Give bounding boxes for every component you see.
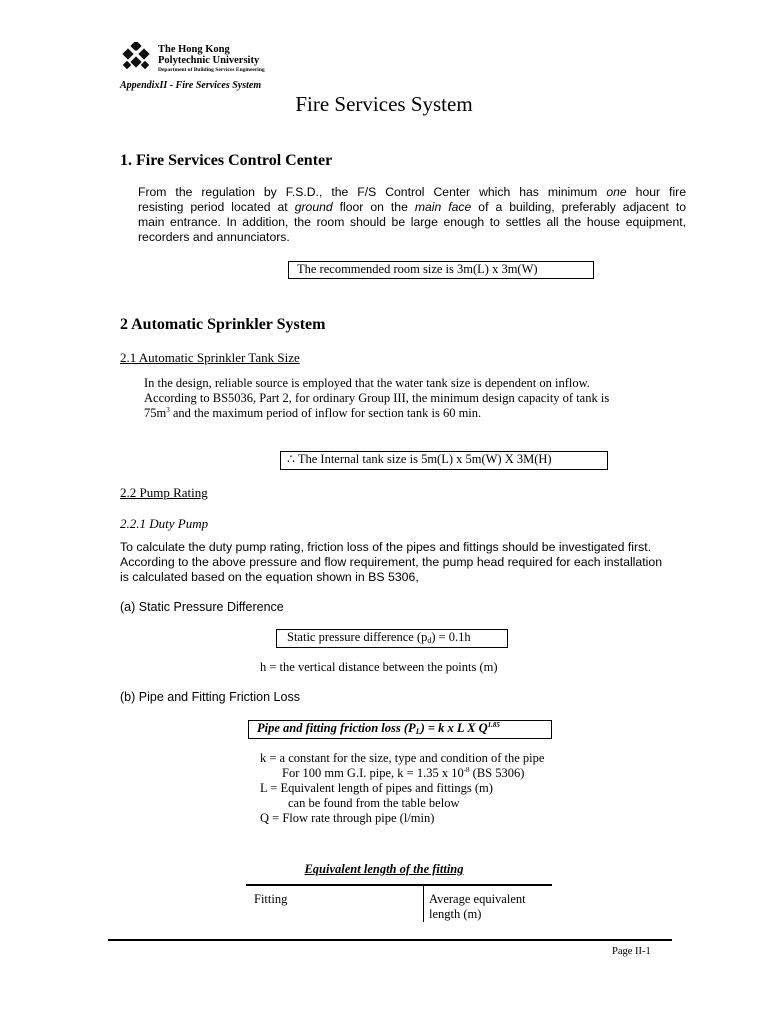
table-header-row <box>246 885 552 922</box>
footer-divider <box>108 939 672 941</box>
table-header-fitting: Fitting <box>246 885 424 922</box>
subsection-2-2-1-heading: 2.2.1 Duty Pump <box>120 516 209 531</box>
university-logo-icon <box>120 42 152 74</box>
def-k-value: For 100 mm G.I. pipe, k = 1.35 x $10^{-8}$ (BS 5306) <box>282 766 525 780</box>
h-definition: h = the vertical distance between the points (m) <box>260 660 498 674</box>
section1-line3: main entrance. In addition, the room should be large enough to settles all the house equipment, <box>138 215 686 229</box>
fitting-table <box>246 884 552 922</box>
section1-paragraph <box>138 185 686 245</box>
room-size-box: The recommended room size is 3m(L) x 3m(W) <box>288 261 594 279</box>
tank-size-box: ∴ The Internal tank size is 5m(L) x 5m(W) X 3M(H) <box>280 451 608 470</box>
page-title: Fire Services System <box>295 92 473 116</box>
section1-heading: 1. Fire Services Control Center <box>120 152 333 169</box>
subsection-2-1-heading: 2.1 Automatic Sprinkler Tank Size <box>120 350 300 365</box>
section2-heading: 2 Automatic Sprinkler System <box>120 316 326 333</box>
def-k: k = a constant for the size, type and condition of the pipe <box>260 751 545 765</box>
section1-line1: From the regulation by F.S.D., the F/S Control Center which has minimum one hour fire <box>138 185 686 199</box>
duty-pump-line2: According to the above pressure and flow requirement, the pump head required for each installation <box>120 555 663 569</box>
university-name-line1: The Hong Kong <box>158 44 230 55</box>
def-l: L = Equivalent length of pipes and fittings (m) <box>260 781 493 795</box>
static-pressure-label: (a) Static Pressure Difference <box>120 600 284 614</box>
friction-loss-box: Pipe and fitting friction loss $(P_L) = k$ x L X $Q^{1.85}$ <box>248 720 552 739</box>
appendix-label: AppendixII - Fire Services System <box>120 80 262 91</box>
tank-line2: According to BS5036, Part 2, for ordinary Group III, the minimum design capacity of tank is <box>144 391 610 405</box>
friction-loss-label: (b) Pipe and Fitting Friction Loss <box>120 690 300 704</box>
table-title: Equivalent length of the fitting <box>304 862 464 876</box>
tank-size-paragraph <box>144 376 609 421</box>
static-pressure-box: Static pressure difference $(p_d) = 0.1h$ <box>276 629 508 648</box>
subsection-2-2-heading: 2.2 Pump Rating <box>120 485 208 500</box>
university-name-line2: Polytechnic University <box>158 55 260 66</box>
page-number: Page II-1 <box>612 946 651 957</box>
tank-line1: In the design, reliable source is employed that the water tank size is dependent on inflow. <box>144 376 590 390</box>
section1-line2: resisting period located at ground floor on the main face of a building, preferably adjacent to <box>138 200 687 214</box>
variable-definitions <box>260 751 544 826</box>
section1-line4: recorders and annunciators. <box>138 230 290 244</box>
duty-pump-paragraph <box>120 540 662 585</box>
department-name: Department of Building Services Engineering <box>158 67 265 73</box>
def-q: Q = Flow rate through pipe (l/min) <box>260 811 435 825</box>
duty-pump-line1: To calculate the duty pump rating, friction loss of the pipes and fittings should be investigated first. <box>120 540 652 554</box>
table-header-length: Average equivalent length (m) <box>429 892 526 921</box>
tank-line3: $75m^3$ and the maximum period of inflow for section tank is 60 min. <box>144 406 482 420</box>
def-l-note: can be found from the table below <box>288 796 460 810</box>
duty-pump-line3: is calculated based on the equation shown in BS 5306, <box>120 570 419 584</box>
